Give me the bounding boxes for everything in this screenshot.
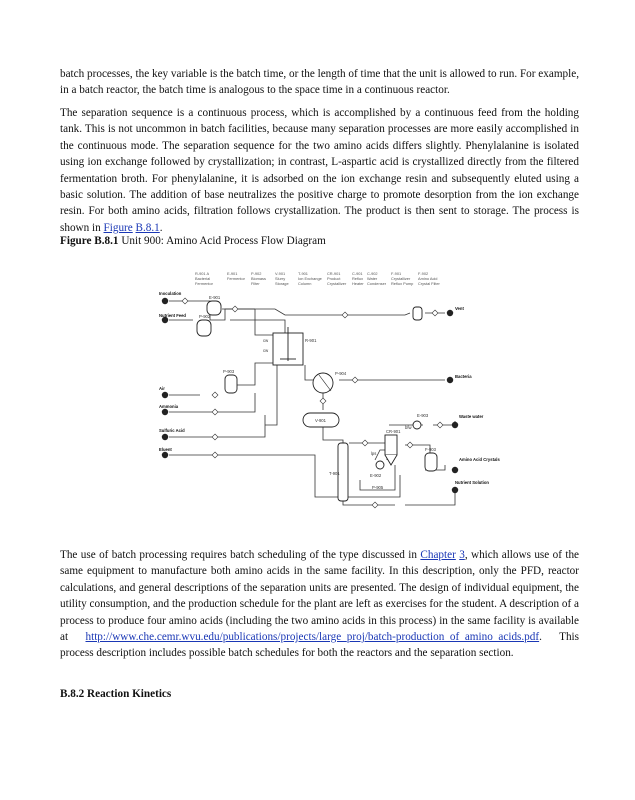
svg-text:R-901 A: R-901 A xyxy=(195,271,210,276)
svg-text:T-901: T-901 xyxy=(298,271,308,276)
separation-end: . xyxy=(159,221,163,234)
svg-text:Reflux Pump: Reflux Pump xyxy=(391,281,414,286)
equip-label-cr901: CR-901 xyxy=(386,429,401,434)
E-901-vessel xyxy=(207,301,221,315)
svg-text:Heater: Heater xyxy=(352,281,364,286)
stream-label-ammonia: Ammonia xyxy=(159,404,179,409)
E-903-exchanger xyxy=(413,421,421,429)
equip-label-p903: P-903 xyxy=(223,369,235,374)
stream-label-air: Air xyxy=(159,386,165,391)
equip-label-f903: F-903 xyxy=(425,447,436,452)
equip-label-p904: P-904 xyxy=(335,371,347,376)
scheduling-paragraph xyxy=(60,547,579,662)
process-flow-diagram xyxy=(155,265,500,515)
svg-text:Amino Acid: Amino Acid xyxy=(418,276,438,281)
header-label-8 xyxy=(391,271,413,286)
svg-text:Fermentor: Fermentor xyxy=(227,276,245,281)
figure-title: Unit 900: Amino Acid Process Flow Diagram xyxy=(121,235,326,247)
P-902-vessel xyxy=(197,320,211,336)
equip-label-e903: E-903 xyxy=(417,413,429,418)
process-lines xyxy=(169,301,455,505)
svg-text:F-901: F-901 xyxy=(391,271,402,276)
svg-text:C-901: C-901 xyxy=(352,271,363,276)
svg-text:F-902: F-902 xyxy=(418,271,429,276)
scheduling-text-1: The use of batch processing requires batch scheduling of the type discussed in xyxy=(60,549,417,561)
header-label-4 xyxy=(298,271,322,286)
utility-label-cw-1: cw xyxy=(263,338,269,343)
equip-label-v901: V-901 xyxy=(315,418,326,423)
svg-text:Crystallizer: Crystallizer xyxy=(327,281,347,286)
svg-text:Column: Column xyxy=(298,281,312,286)
E-901-condenser xyxy=(413,307,422,320)
header-label-6 xyxy=(352,271,364,286)
utility-label-lps: lps xyxy=(371,451,377,456)
utility-label-bfw: bfw xyxy=(405,425,412,430)
svg-text:Crystallizer: Crystallizer xyxy=(391,276,411,281)
svg-text:Filter: Filter xyxy=(251,281,260,286)
pdf-url-link[interactable]: http://www.che.cemr.wvu.edu/publications/projects/large_proj/batch-production_of_amino_acids.pdf xyxy=(85,631,540,644)
utility-label-cw-2: cw xyxy=(263,348,269,353)
header-label-1 xyxy=(227,271,246,281)
intro-paragraph xyxy=(60,66,579,99)
svg-text:Biomass: Biomass xyxy=(251,276,266,281)
P-903-filter xyxy=(225,375,237,393)
svg-text:Product: Product xyxy=(327,276,341,281)
stream-label-sulfuric-acid: Sulfuric Acid xyxy=(159,428,185,433)
equip-label-e902: E-902 xyxy=(370,473,382,478)
separation-paragraph xyxy=(60,105,579,236)
svg-text:Water: Water xyxy=(367,276,378,281)
header-label-0 xyxy=(195,271,214,286)
svg-text:Ion Exchange: Ion Exchange xyxy=(298,276,322,281)
separation-text: The separation sequence is a continuous process, which is accomplished by a continuous feed from the holding tank. This is not uncommon in batch facilities, because many separation processes are more easily accomplished in the continuous mode. The separation sequence for the two amino acids differs slightly. Phenylalanine is isolated using ion exchange followed by crystallization; in contrast, L-aspartic acid is crystallized directly from the filtered fermentation broth. For phenylalanine, it is adsorbed on the ion exchange resin and subsequently eluted using a basic solution. The addition of base neutralizes the positive charge to promote desorption from the ion exchange resin. For both amino acids, filtration follows crystallization. The product is then sent to storage. The process is shown in xyxy=(60,107,579,234)
section-heading: B.8.2 Reaction Kinetics xyxy=(60,688,172,700)
equip-label-t901: T-901 xyxy=(329,471,340,476)
header-label-5 xyxy=(327,271,347,286)
stream-number-tags xyxy=(182,298,443,508)
header-label-2 xyxy=(251,271,266,286)
equipment-shapes xyxy=(197,301,437,501)
figure-caption xyxy=(60,235,326,247)
figure-number-link[interactable]: B.8.1 xyxy=(135,221,160,234)
equip-label-r901: R-901 xyxy=(305,338,317,343)
stream-label-nutrient-feed: Nutrient Feed xyxy=(159,313,186,318)
svg-text:Storage: Storage xyxy=(275,281,289,286)
header-label-9 xyxy=(418,271,441,286)
header-label-3 xyxy=(275,271,289,286)
svg-text:CR-901: CR-901 xyxy=(327,271,341,276)
svg-text:Condenser: Condenser xyxy=(367,281,387,286)
equip-label-p905: P-905 xyxy=(372,485,384,490)
svg-text:Crystal Filter: Crystal Filter xyxy=(418,281,440,286)
P-905-pump xyxy=(376,461,384,469)
stream-label-vent: Vent xyxy=(455,306,464,311)
stream-label-waste-water: Waste water xyxy=(459,414,484,419)
chapter-link[interactable]: Chapter xyxy=(420,549,456,561)
chapter-number-link[interactable]: 3 xyxy=(459,549,465,561)
svg-text:E-901: E-901 xyxy=(227,271,238,276)
stream-label-bacteria: Bacteria xyxy=(455,374,472,379)
svg-text:C-902: C-902 xyxy=(367,271,378,276)
stream-label-inoculation: Inoculation xyxy=(159,291,182,296)
stream-label-nutrient-solution: Nutrient Solution xyxy=(455,480,489,485)
stream-label-amino-acid-crystals: Amino Acid Crystals xyxy=(459,457,500,462)
intro-text: batch processes, the key variable is the batch time, or the length of time that the unit is allowed to run. For example, in a batch reactor, the batch time is analogous to the space time in a continuous reactor. xyxy=(60,68,579,97)
equip-label-e901: E-901 xyxy=(209,295,221,300)
figure-label: Figure B.8.1 xyxy=(60,235,119,247)
svg-text:P-902: P-902 xyxy=(251,271,262,276)
scheduling-text-2: , which allows use of the same equipment to manufacture both amino acids in the same facility. In this description, only the PFD, reactor calculations, and general descriptions of the separation units are presented. The design of individual equipment, the utility consumption, and the production schedule for the plant are left as exercises for the student. A description of a process to produce four amino acids (including the two amino acids in this process) in the same facility is available at xyxy=(60,549,580,644)
F-903-filter xyxy=(425,453,437,471)
header-label-7 xyxy=(367,271,387,286)
svg-text:Bacterial: Bacterial xyxy=(195,276,211,281)
svg-text:Fermentor: Fermentor xyxy=(195,281,213,286)
svg-text:V-901: V-901 xyxy=(275,271,286,276)
equip-label-p902: P-902 xyxy=(199,314,211,319)
stream-label-eluent: Eluent xyxy=(159,447,172,452)
svg-text:Slurry: Slurry xyxy=(275,276,286,281)
CR-901-crystallizer xyxy=(385,435,397,455)
svg-text:Reflux: Reflux xyxy=(352,276,364,281)
figure-link[interactable]: Figure xyxy=(103,221,133,234)
scheduling-text-3: . This process description includes possible batch schedules for both the reactors and the separation section. xyxy=(60,631,580,660)
